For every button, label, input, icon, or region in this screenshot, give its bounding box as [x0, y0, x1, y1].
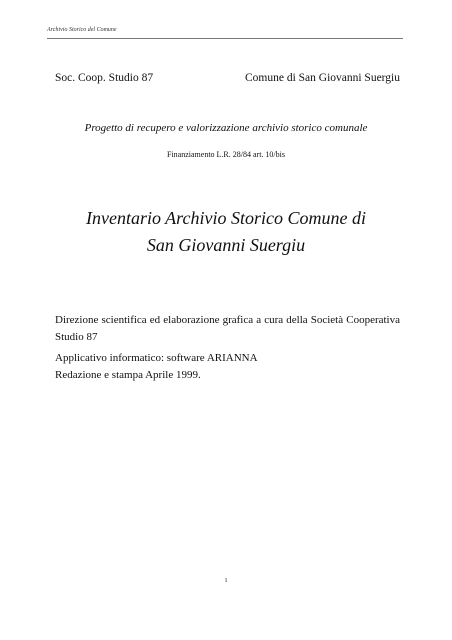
organization-left: Soc. Coop. Studio 87	[55, 72, 154, 84]
document-title-line2: San Giovanni Suergiu	[146, 235, 306, 255]
credits-block	[55, 312, 400, 384]
funding-line: Finanziamento L.R. 28/84 art. 10/bis	[167, 150, 285, 159]
document-title	[0, 205, 452, 259]
header-rule	[47, 38, 403, 39]
organizations-line	[55, 72, 400, 84]
credits-direction: Direzione scientifica ed elaborazione grafica a cura della Società Cooperativa Studio 87	[55, 314, 400, 343]
running-header: Archivio Storico del Comune	[47, 27, 117, 33]
page-number: 1	[224, 578, 228, 584]
project-description: Progetto di recupero e valorizzazione archivio storico comunale	[84, 122, 368, 134]
organization-right: Comune di San Giovanni Suergiu	[244, 72, 400, 84]
credits-edition: Redazione e stampa Aprile 1999.	[55, 369, 201, 381]
document-title-line1: Inventario Archivio Storico Comune di	[86, 208, 366, 228]
credits-software: Applicativo informatico: software ARIANNA	[55, 352, 258, 364]
